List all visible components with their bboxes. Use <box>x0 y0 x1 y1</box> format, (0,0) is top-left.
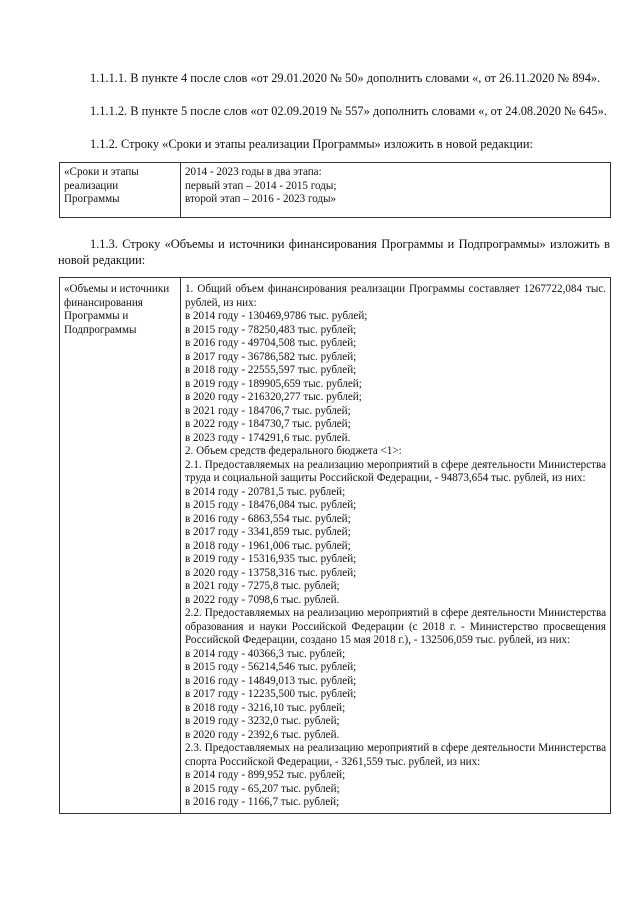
value-line: в 2016 году - 1166,7 тыс. рублей; <box>185 796 340 808</box>
value-line: 2. Объем средств федерального бюджета <1>: <box>185 445 402 457</box>
value-line: в 2020 году - 216320,277 тыс. рублей; <box>185 391 362 403</box>
value-line: в 2016 году - 49704,508 тыс. рублей; <box>185 337 357 349</box>
value-line: в 2014 году - 40366,3 тыс. рублей; <box>185 647 346 660</box>
value-line: в 2018 году - 1961,006 тыс. рублей; <box>185 539 351 552</box>
value-line: 2.3. Предоставляемых на реализацию мероприятий в сфере деятельности Министерства спорта Российской Федерации, - 3261,559 тыс. рублей, из них: <box>185 742 606 768</box>
value-line: в 2021 году - 7275,8 тыс. рублей; <box>185 580 340 592</box>
paragraph-1-1-3: 1.1.3. Строку «Объемы и источники финансирования Программы и Подпрограммы» изложить в новой редакции: <box>58 237 610 267</box>
value-line: в 2014 году - 20781,5 тыс. рублей; <box>185 485 346 498</box>
funding-label-cell <box>60 278 181 814</box>
value-line: в 2020 году - 13758,316 тыс. рублей; <box>185 566 357 579</box>
value-line: в 2023 году - 174291,6 тыс. рублей. <box>185 431 351 444</box>
value-line: в 2017 году - 3341,859 тыс. рублей; <box>185 526 351 538</box>
paragraph-1-1-1-2: 1.1.1.2. В пункте 5 после слов «от 02.09.2019 № 557» дополнить словами «, от 24.08.2020 № 645». <box>90 104 607 118</box>
label-line: реализации <box>64 179 119 192</box>
value-line: в 2017 году - 36786,582 тыс. рублей; <box>185 350 357 363</box>
terms-label-cell <box>60 163 181 218</box>
value-line: в 2019 году - 3232,0 тыс. рублей; <box>185 715 340 727</box>
funding-table <box>59 277 611 814</box>
label-line: «Сроки и этапы <box>64 166 139 178</box>
label-line: Программы <box>64 193 120 205</box>
value-line: 1. Общий объем финансирования реализации Программы составляет 1267722,084 тыс. рублей, из них: <box>185 283 606 309</box>
value-line: в 2014 году - 130469,9786 тыс. рублей; <box>185 310 368 322</box>
value-line: в 2015 году - 18476,084 тыс. рублей; <box>185 499 357 511</box>
table-row <box>60 278 611 814</box>
value-line: второй этап – 2016 - 2023 годы» <box>185 193 337 205</box>
paragraph-1-1-1-1: 1.1.1.1. В пункте 4 после слов «от 29.01.2020 № 50» дополнить словами «, от 26.11.2020 № 894». <box>90 71 601 85</box>
value-line: 2.1. Предоставляемых на реализацию мероприятий в сфере деятельности Министерства труда и социальной защиты Российской Федерации, - 94873,654 тыс. рублей, из них: <box>185 458 606 484</box>
value-line: в 2018 году - 22555,597 тыс. рублей; <box>185 364 357 376</box>
value-line: первый этап – 2014 - 2015 годы; <box>185 179 337 192</box>
value-line: в 2018 году - 3216,10 тыс. рублей; <box>185 701 346 714</box>
value-line: в 2019 году - 15316,935 тыс. рублей; <box>185 553 357 565</box>
value-line: в 2017 году - 12235,500 тыс. рублей; <box>185 688 357 700</box>
value-line: в 2015 году - 56214,546 тыс. рублей; <box>185 661 357 673</box>
paragraph-1-1-2: 1.1.2. Строку «Сроки и этапы реализации Программы» изложить в новой редакции: <box>90 137 533 151</box>
value-line: 2.2. Предоставляемых на реализацию мероприятий в сфере деятельности Министерства образования и науки Российской Федерации (с 2018 г. - Министерство просвещения Российской Федерации, создано 15 мая 2018 г.), - 132506,059 тыс. рублей, из них: <box>185 607 606 646</box>
label-line: Подпрограммы <box>64 323 137 336</box>
terms-table <box>59 162 611 218</box>
value-line: в 2014 году - 899,952 тыс. рублей; <box>185 769 346 781</box>
value-line: в 2015 году - 65,207 тыс. рублей; <box>185 782 340 795</box>
funding-value-cell <box>181 278 611 814</box>
value-line: в 2016 году - 6863,554 тыс. рублей; <box>185 512 351 525</box>
label-line: Программы и <box>64 310 129 322</box>
label-line: финансирования <box>64 296 143 309</box>
value-line: в 2022 году - 184730,7 тыс. рублей; <box>185 418 351 430</box>
value-line: в 2015 году - 78250,483 тыс. рублей; <box>185 323 357 336</box>
label-line: «Объемы и источники <box>64 283 170 295</box>
value-line: 2014 - 2023 годы в два этапа: <box>185 166 322 178</box>
terms-value-cell <box>181 163 611 218</box>
value-line: в 2021 году - 184706,7 тыс. рублей; <box>185 404 351 417</box>
value-line: в 2020 году - 2392,6 тыс. рублей. <box>185 728 340 741</box>
value-line: в 2022 году - 7098,6 тыс. рублей. <box>185 593 340 606</box>
value-line: в 2019 году - 189905,659 тыс. рублей; <box>185 377 362 390</box>
value-line: в 2016 году - 14849,013 тыс. рублей; <box>185 674 357 687</box>
table-row <box>60 163 611 218</box>
